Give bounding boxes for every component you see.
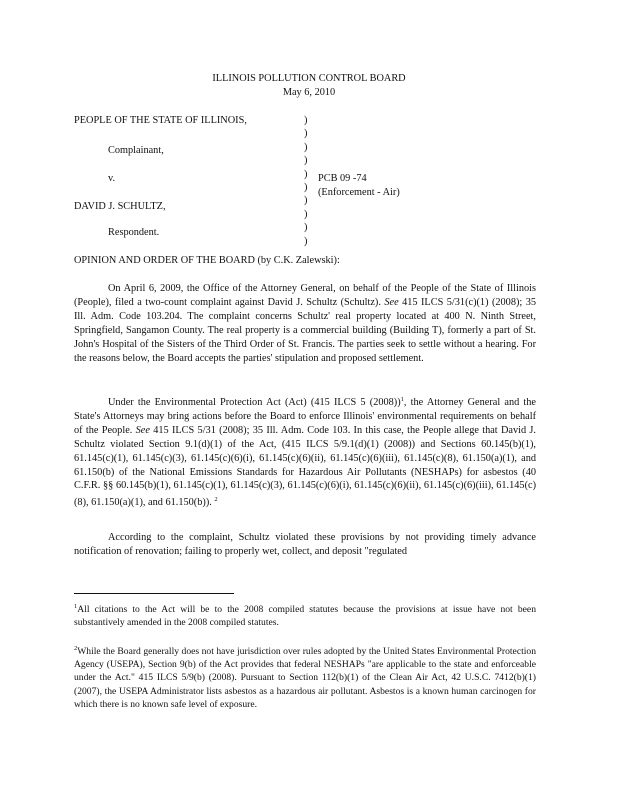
paragraph-2	[74, 393, 536, 510]
paragraph-2-text-c: 415 ILCS 5/31 (2008); 35 Ill. Adm. Code 103. In this case, the People allege that David J. Schultz violated Section 9.1(d)(1) of the Act, (415 ILCS 5/9.1(d)(1) (2008)) and Sections 60.145(b)(1), 61.145(c)(1), 61.145(c)(3), 61.145(c)(6)(i), 61.145(c)(6)(ii), 61.145(c)(6)(iii), 61.145(c)(8), 61.150(a)(1), and 61.150(b) of the National Emissions Standards for Hazardous Air Pollutants (NESHAPs) for asbestos (40 C.F.R. §§ 60.145(b)(1), 61.145(c)(1), 61.145(c)(3), 61.145(c)(6)(i), 61.145(c)(6)(ii), 61.145(c)(6)(iii), 61.145(c)(8), 61.150(a)(1), and 61.150(b)).	[74, 424, 536, 509]
versus-label: v.	[108, 173, 116, 184]
see-signal: See	[135, 424, 150, 436]
paragraph-1-text-b: 415 ILCS 5/31(c)(1) (2008); 35 Ill. Adm. Code 103.204. The complaint concerns Schultz' real property located at 400 N. Ninth Street, Springfield, Sangamon County. The real property is a commercial building (Building T), formerly a part of St. John's Hospital of the Sisters of the Third Order of St. Francis. The parties seek to settle without a hearing. For the reasons below, the Board accepts the parties' stipulation and proposed settlement.	[74, 296, 536, 364]
defendant-role: Respondent.	[108, 227, 160, 238]
opinion-heading: OPINION AND ORDER OF THE BOARD (by C.K. Zalewski):	[74, 255, 340, 266]
paragraph-3	[74, 531, 536, 559]
plaintiff-name: PEOPLE OF THE STATE OF ILLINOIS,	[74, 115, 247, 126]
board-title: ILLINOIS POLLUTION CONTROL BOARD	[212, 73, 406, 84]
paragraph-3-text: According to the complaint, Schultz violated these provisions by not providing timely advance notification of renovation; failing to properly wet, collect, and deposit "regulated	[74, 532, 536, 557]
paren-line: )	[304, 181, 308, 193]
paragraph-2-text-b: , the Attorney General and the State's Attorneys may bring actions before the Board to enforce Illinois' environmental requirements on behalf of the People.	[74, 397, 536, 436]
footnote-ref-2[interactable]: 2	[214, 496, 218, 504]
paren-line: )	[304, 115, 308, 126]
footnote-1-text: All citations to the Act will be to the 2008 compiled statutes because the provisions at issue have not been substantively amended in the 2008 compiled statutes.	[74, 604, 536, 629]
paragraph-1	[74, 282, 536, 365]
footnote-ref-1[interactable]: 1	[400, 396, 404, 403]
plaintiff-role: Complainant,	[108, 145, 164, 156]
footnote-2-text: While the Board generally does not have jurisdiction over rules adopted by the United States Environmental Protection Agency (USEPA), Section 9(b) of the Act provides that federal NESHAPs "are applicable to the state and enforceable under the Act." 415 ILCS 5/9(b) (2008). Pursuant to Section 112(b)(1) of the Clean Air Act, 42 U.S.C. 7412(b)(1) (2007), the USEPA Administrator lists asbestos as a hazardous air pollutant. Asbestos is a known human carcinogen for which there is no known safe level of exposure.	[74, 646, 536, 710]
paragraph-1-text-a: On April 6, 2009, the Office of the Attorney General, on behalf of the People of the State of Illinois (People), filed a two-count complaint against David J. Schultz (Schultz).	[74, 283, 536, 308]
defendant-name: DAVID J. SCHULTZ,	[74, 201, 166, 212]
case-number: PCB 09 -74	[318, 173, 367, 184]
paren-line: )	[304, 235, 308, 247]
paren-line: )	[304, 222, 308, 234]
paren-line: )	[304, 141, 308, 153]
case-type: (Enforcement - Air)	[318, 187, 400, 198]
footnote-separator	[74, 593, 234, 594]
paren-line: )	[304, 128, 308, 140]
caption-parentheses	[304, 114, 307, 248]
see-signal: See	[384, 296, 399, 308]
footnote-1-mark: 1	[74, 603, 78, 610]
order-date: May 6, 2010	[282, 87, 336, 98]
paren-line: )	[304, 168, 308, 180]
footnote-2-mark: 2	[74, 645, 78, 652]
paren-line: )	[304, 155, 308, 167]
paren-line: )	[304, 195, 308, 207]
paren-line: )	[304, 208, 308, 220]
paragraph-2-text-a: Under the Environmental Protection Act (Act) (415 ILCS 5 (2008))	[108, 397, 401, 408]
footnote-1	[74, 600, 536, 629]
footnote-2	[74, 642, 536, 711]
